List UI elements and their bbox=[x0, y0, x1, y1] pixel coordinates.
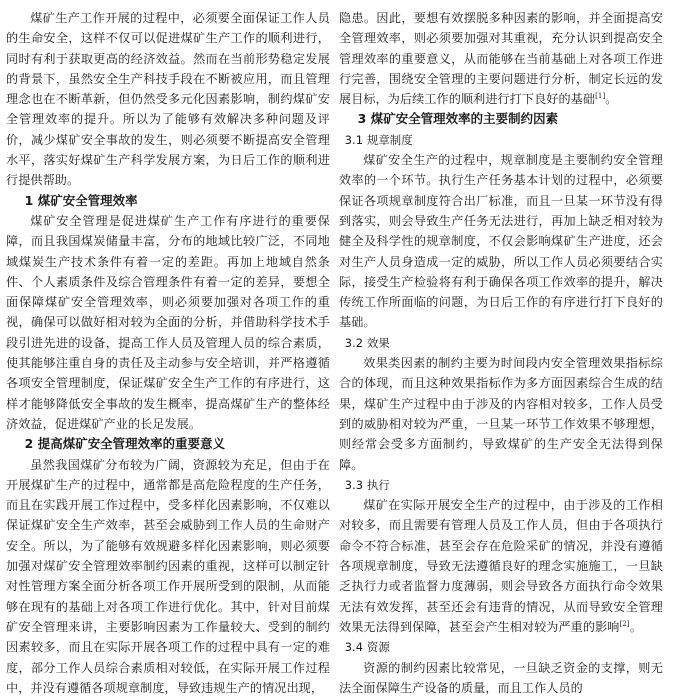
section-1-heading: 1 煤矿安全管理效率 bbox=[6, 191, 330, 211]
continued-text: 隐患。因此，要想有效摆脱多种因素的影响，并全面提高安全管理效率，则必须要加强对其重视，充分认识到提高安全管理效率的重要意义，从而能够在当前基础上对各项工作进行完善，围绕安全管理的主要问题进行分析，制定长远的发展目标，为后续工作的顺利进行打下良好的基础 bbox=[339, 11, 663, 106]
section-3-2-paragraph: 效果类因素的制约主要为时间段内安全管理效果指标综合的体现，而且这种效果指标作为多方面因素综合生成的结果，煤矿生产过程中由于涉及的内容相对较多，工作人员受到的威胁相对较为严重，一旦某一环节工作效果不够理想，则经常会受多方面制约，导致煤矿的生产安全无法得到保障。 bbox=[339, 353, 663, 475]
section-3-4-paragraph: 资源的制约因素比较常见，一旦缺乏资金的支撑，则无法全面保障生产设备的质量，而且工作人员的 bbox=[339, 658, 663, 698]
left-column bbox=[6, 8, 330, 698]
section-2-heading: 2 提高煤矿安全管理效率的重要意义 bbox=[6, 434, 330, 454]
section-3-3-heading: 3.3 执行 bbox=[339, 475, 663, 495]
citation-1: [1] bbox=[595, 92, 605, 100]
section-3-4-heading: 3.4 资源 bbox=[339, 637, 663, 657]
citation-2: [2] bbox=[619, 620, 629, 628]
intro-paragraph: 煤矿生产工作开展的过程中，必须要全面保证工作人员的生命安全，这样不仅可以促进煤矿生产工作的顺利进行，同时有利于获取更高的经济效益。然而在当前形势稳定发展的背景下，虽然安全生产科技手段在不断被应用，而且管理理念也在不断革新，但仍然受多元化因素影响，制约煤矿安全管理效率的提升。所以为了能够有效解决多种问题及评价，减少煤矿安全事故的发生，则必须要不断提高安全管理水平，落实好煤矿生产科学发展方案，为日后工作的顺利进行提供帮助。 bbox=[6, 8, 330, 191]
continued-paragraph bbox=[339, 8, 663, 109]
right-column bbox=[339, 8, 663, 698]
section-2-paragraph: 虽然我国煤矿分布较为广阔，资源较为充足，但由于在开展煤矿生产的过程中，通常都是高危险程度的生产任务，而且在实践开展工作过程中，受多样化因素影响，不仅难以保证煤矿安全生产效率，甚至会威胁到工作人员的生命财产安全。所以，为了能够有效规避多样化因素影响，则必须要加强对煤矿安全管理效率制约因素的重视，这样可以制定针对性管理方案全面分析各项工作开展所受到的限制，从而能够在现有的基础上对各项工作进行优化。其中，针对目前煤矿安全管理来讲，主要影响因素为工作量较大、受到的制约因素较多，而且在实际开展各项工作的过程中具有一定的难度，部分工作人员综合素质相对较低，在实际开展工作过程中，并没有遵循各项规章制度，导致违规生产的情况出现， bbox=[6, 455, 330, 698]
continued-end: 。 bbox=[605, 92, 617, 106]
section-3-heading: 3 煤矿安全管理效率的主要制约因素 bbox=[339, 109, 663, 129]
section-3-3-paragraph bbox=[339, 495, 663, 637]
section-3-1-paragraph: 煤矿安全生产的过程中，规章制度是主要制约安全管理效率的一个环节。执行生产任务基本计划的过程中，必须要保证各项规章制度符合出厂标准，而且一旦某一环节没有得到落实，则会导致生产任务无法进行，再加上缺乏相对较为健全及科学性的规章制度，不仅会影响煤矿生产进度，还会对生产人员身造成一定的威胁，所以工作人员必须要结合实际，接受生产检验将有利于确保各项工作效率的提升，解决传统工作所面临的问题，为日后工作的有序进行打下良好的基础。 bbox=[339, 150, 663, 333]
section-3-1-heading: 3.1 规章制度 bbox=[339, 130, 663, 150]
section-1-paragraph: 煤矿安全管理是促进煤矿生产工作有序进行的重要保障，而且我国煤炭储量丰富，分布的地域比较广泛，不同地域煤炭生产技术条件有着一定的差距。再加上地域自然条件、个人素质条件及综合管理条件有着一定的差异，要想全面保障煤矿安全管理效率，则必须要加强对各项工作的重视，确保可以做好相对较为全面的分析，并借助科学技术手段引进先进的设备，提高工作人员及管理人员的综合素质，使其能够注重自身的责任及主动参与安全培训，并严格遵循各项安全管理制度，保证煤矿安全生产工作的有序进行，这样才能够降低安全事故的发生概率，提高煤矿生产的整体经济效益，促进煤矿产业的长足发展。 bbox=[6, 211, 330, 434]
section-3-2-heading: 3.2 效果 bbox=[339, 333, 663, 353]
section-3-3-end: 。 bbox=[630, 620, 642, 634]
section-3-3-text: 煤矿在实际开展安全生产的过程中，由于涉及的工作相对较多，而且需要有管理人员及工作人员，但由于各项执行命令不符合标准，甚至会存在危险采矿的情况，并没有遵循各项规章制度，导致无法遵循良好的理念实施施工，一旦缺乏执行力或者监督力度薄弱，则会导致各方面执行命令效果无法有效发挥，甚至还会有违背的情况，从而导致安全管理效果无法得到保障，甚至会产生相对较为严重的影响 bbox=[339, 498, 663, 634]
